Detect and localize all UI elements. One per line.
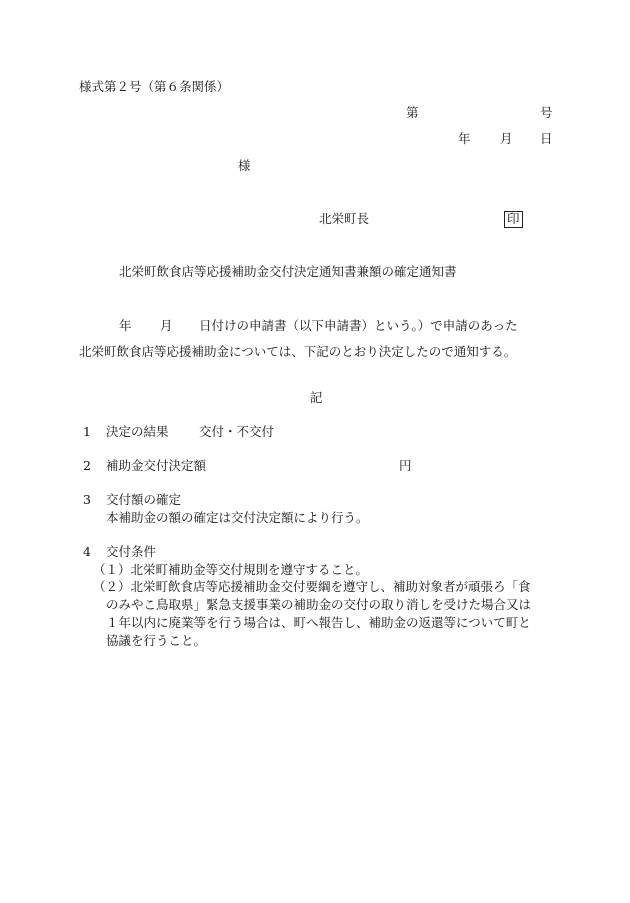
condition-1: （１）北栄町補助金等交付規則を遵守すること。 (93, 562, 369, 577)
intro-year: 年 (119, 318, 132, 333)
item-3-label: 交付額の確定 (106, 492, 182, 507)
item-3-body: 本補助金の額の確定は交付決定額により行う。 (106, 510, 369, 525)
item-1-value: 交付・不交付 (199, 424, 275, 439)
item-2-number: 2 (83, 458, 91, 473)
item-4-label: 交付条件 (106, 544, 157, 559)
item-2-value: 円 (399, 458, 412, 473)
condition-2-line3: １年以内に廃業等を行う場合は、町へ報告し、補助金の返還等について町と (106, 615, 531, 630)
item-3-number: 3 (83, 492, 91, 507)
ki-heading: 記 (310, 390, 323, 405)
date-month: 月 (500, 131, 513, 146)
intro-line2: 北栄町飲食店等応援補助金については、下記のとおり決定したので通知する。 (79, 344, 517, 359)
date-year: 年 (458, 131, 471, 146)
intro-month: 月 (160, 318, 173, 333)
item-4-number: 4 (83, 544, 91, 559)
issuer-name: 北栄町長 (319, 211, 370, 226)
item-2-label: 補助金交付決定額 (106, 458, 207, 473)
doc-number-suffix: 号 (540, 105, 553, 120)
form-number: 様式第２号（第６条関係） (79, 79, 230, 94)
document-title: 北栄町飲食店等応援補助金交付決定通知書兼額の確定通知書 (119, 264, 457, 279)
condition-2-line4: 協議を行うこと。 (106, 633, 207, 648)
condition-2-line1: （２）北栄町飲食店等応援補助金交付要綱を遵守し、補助対象者が頑張ろ「食 (93, 579, 531, 594)
seal-text: 印 (504, 211, 523, 228)
condition-2-line2: のみやこ鳥取県」緊急支援事業の補助金の交付の取り消しを受けた場合又は (106, 597, 532, 612)
item-1-number: 1 (83, 424, 91, 439)
date-day: 日 (540, 131, 553, 146)
seal-mark (504, 211, 523, 228)
item-1-label: 決定の結果 (106, 424, 169, 439)
addressee-honorific: 様 (238, 158, 251, 173)
intro-line1: 日付けの申請書（以下申請書）という。）で申請のあった (199, 318, 518, 333)
doc-number-prefix: 第 (406, 105, 419, 120)
